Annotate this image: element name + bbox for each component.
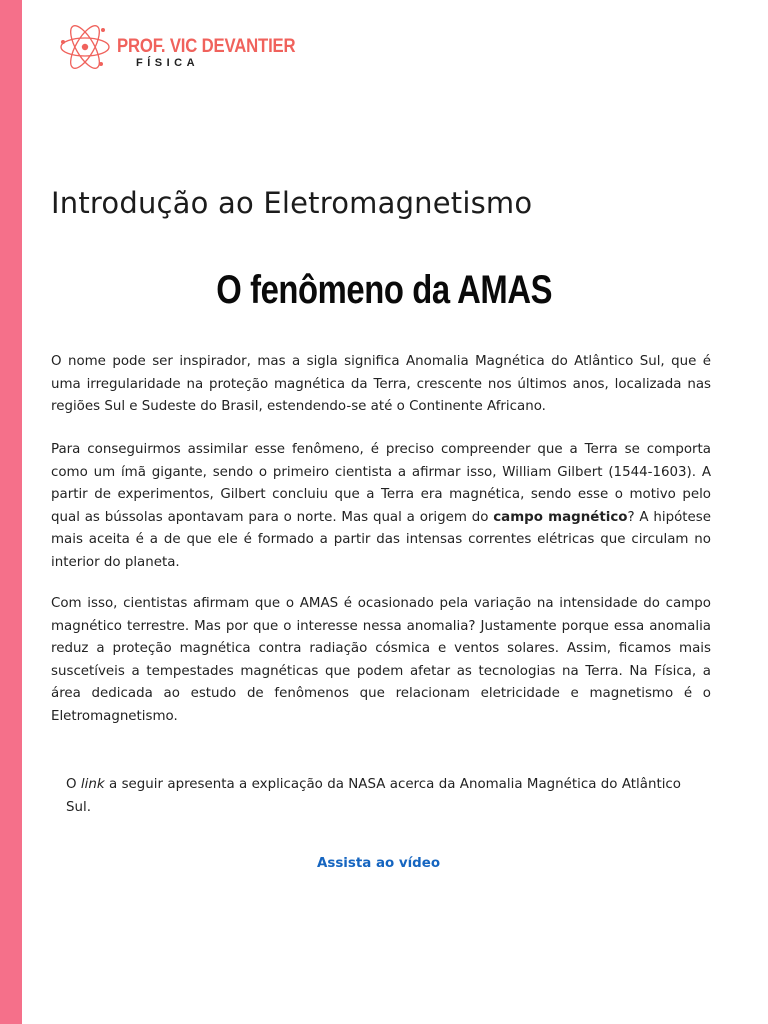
paragraph-4 <box>66 774 681 819</box>
paragraph-1: O nome pode ser inspirador, mas a sigla significa Anomalia Magnética do Atlântico Sul, que é uma irregularidade na proteção magnética da Terra, crescente nos últimos anos, localizada nas regiões Sul e Sudeste do Brasil, estendendo-se até o Continente Africano. <box>51 354 711 415</box>
paragraph-2-text-b: ? A hipótese mais aceita é a de que ele é formado a partir das intensas correntes elétricas que circulam no interior do planeta. <box>51 509 711 570</box>
page-title: O fenômeno da AMAS <box>216 268 553 312</box>
left-accent-bar <box>0 0 22 1024</box>
logo-name: PROF. VIC DEVANTIER <box>117 36 296 57</box>
atom-icon <box>56 20 114 76</box>
logo-subtitle: FÍSICA <box>136 57 200 69</box>
logo <box>56 20 296 80</box>
paragraph-4-text-a: O <box>66 777 81 792</box>
video-link[interactable]: Assista ao vídeo <box>317 856 441 871</box>
paragraph-4-text-b: a seguir apresenta a explicação da NASA acerca da Anomalia Magnética do Atlântico Sul. <box>66 777 681 815</box>
paragraph-3: Com isso, cientistas afirmam que o AMAS é ocasionado pela variação na intensidade do campo magnético terrestre. Mas por que o interesse nessa anomalia? Justamente porque essa anomalia reduz a proteção magnética contra radiação cósmica e ventos solares. Assim, ficamos mais suscetíveis a tempestades magnéticas que podem afetar as tecnologias na Terra. Na Física, a área dedicada ao estudo de fenômenos que relacionam eletricidade e magnetismo é o Eletromagnetismo. <box>51 596 711 724</box>
paragraph-4-italic: link <box>80 777 105 792</box>
paragraph-2-bold: campo magnético <box>493 509 628 525</box>
paragraph-2-text-a: Para conseguirmos assimilar esse fenômeno, é preciso compreender que a Terra se comporta como um ímã gigante, sendo o primeiro cientista a afirmar isso, William Gilbert (1544-1603). A partir de experimentos, Gilbert concluiu que a Terra era magnética, sendo esse o motivo pelo qual as bússolas apontavam para o norte. Mas qual a origem do <box>51 442 711 525</box>
section-subtitle: Introdução ao Eletromagnetismo <box>51 186 533 220</box>
paragraph-2 <box>51 439 711 575</box>
